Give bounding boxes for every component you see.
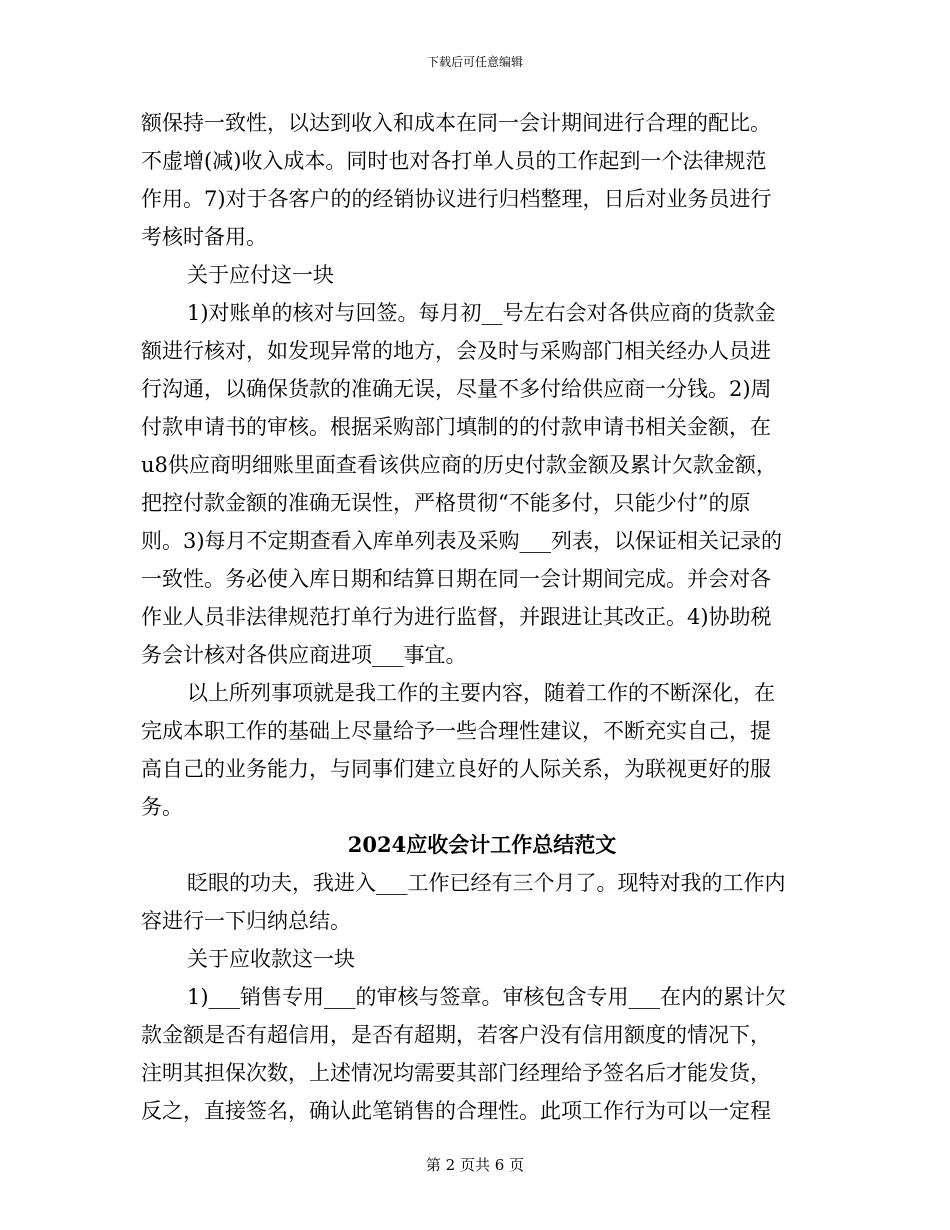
text-line: 付款申请书的审核。根据采购部门填制的的付款申请书相关金额，在 bbox=[141, 415, 771, 439]
text-line: 眨眼的功夫，我进入___工作已经有三个月了。现特对我的工作内 bbox=[187, 871, 786, 895]
text-line: 注明其担保次数，上述情况均需要其部门经理给予签名后才能发货， bbox=[141, 1061, 771, 1085]
text-line: 不虚增(减)收入成本。同时也对各打单人员的工作起到一个法律规范 bbox=[141, 149, 767, 173]
text-line: 高自己的业务能力，与同事们建立良好的人际关系，为联视更好的服 bbox=[141, 757, 771, 781]
text-line: 完成本职工作的基础上尽量给予一些合理性建议，不断充实自己，提 bbox=[141, 719, 771, 743]
text-line: 把控付款金额的准确无误性，严格贯彻“不能多付，只能少付”的原 bbox=[141, 491, 751, 515]
text-line: 1)对账单的核对与回签。每月初__号左右会对各供应商的货款金 bbox=[187, 301, 776, 325]
section-heading-payables: 关于应付这一块 bbox=[187, 263, 334, 287]
document-body bbox=[141, 104, 813, 1130]
text-line: 务会计核对各供应商进项___事宜。 bbox=[141, 643, 467, 667]
page-number: 第 2 页共 6 页 bbox=[425, 1156, 525, 1174]
text-line: 容进行一下归纳总结。 bbox=[141, 909, 351, 933]
text-line: u8供应商明细账里面查看该供应商的历史付款金额及累计欠款金额， bbox=[141, 453, 777, 477]
section-heading-receivables: 关于应收款这一块 bbox=[187, 947, 355, 971]
text-line: 额保持一致性，以达到收入和成本在同一会计期间进行合理的配比。 bbox=[141, 111, 771, 135]
text-line: 作业人员非法律规范打单行为进行监督，并跟进让其改正。4)协助税 bbox=[141, 605, 772, 629]
text-line: 行沟通，以确保货款的准确无误，尽量不多付给供应商一分钱。2)周 bbox=[141, 377, 772, 401]
text-line: 则。3)每月不定期查看入库单列表及采购___列表，以保证相关记录的 bbox=[141, 529, 783, 553]
text-line: 务。 bbox=[141, 795, 183, 819]
text-line: 1)___销售专用___的审核与签章。审核包含专用___在内的累计欠 bbox=[187, 985, 787, 1009]
text-line: 一致性。务必使入库日期和结算日期在同一会计期间完成。并会对各 bbox=[141, 567, 771, 591]
text-line: 作用。7)对于各客户的的经销协议进行归档整理，日后对业务员进行 bbox=[141, 187, 772, 211]
text-line: 反之，直接签名，确认此笔销售的合理性。此项工作行为可以一定程 bbox=[141, 1099, 771, 1123]
text-line: 以上所列事项就是我工作的主要内容，随着工作的不断深化，在 bbox=[187, 681, 775, 705]
header-note: 下载后可任意编辑 bbox=[426, 55, 523, 69]
text-line: 款金额是否有超信用，是否有超期，若客户没有信用额度的情况下， bbox=[141, 1023, 771, 1047]
document-title: 2024应收会计工作总结范文 bbox=[347, 832, 617, 857]
text-line: 额进行核对，如发现异常的地方，会及时与采购部门相关经办人员进 bbox=[141, 339, 771, 363]
text-line: 考核时备用。 bbox=[141, 225, 267, 249]
